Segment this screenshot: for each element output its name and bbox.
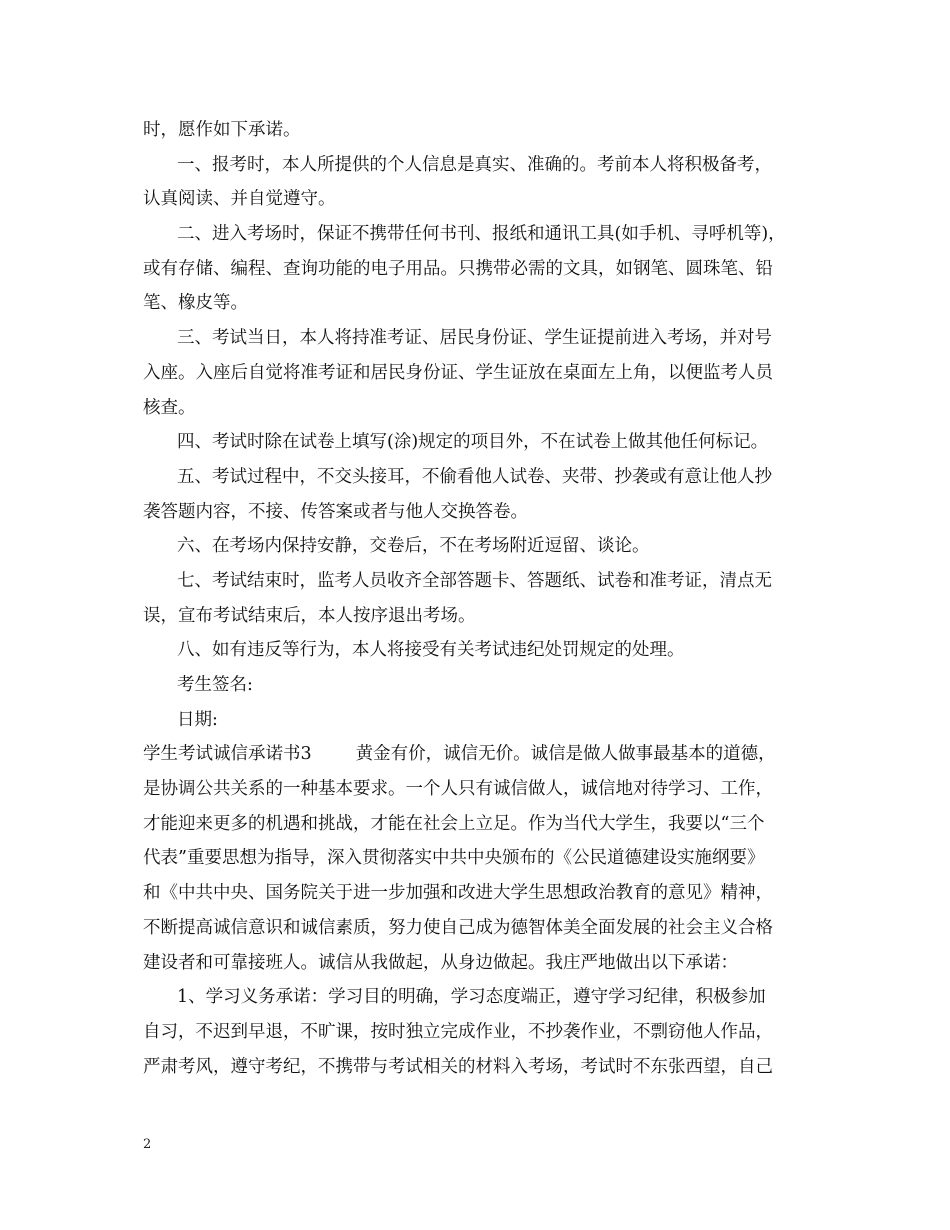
text-line: 四、考试时除在试卷上填写(涂)规定的项目外，不在试卷上做其他任何标记。 [177,432,769,453]
text-line: 六、在考场内保持安静，交卷后，不在考场附近逗留、谈论。 [177,536,650,557]
text-line: 1、学习义务承诺：学习目的明确，学习态度端正，遵守学习纪律，积极参加 [177,987,766,1008]
section-heading: 学生考试诚信承诺书3 [143,744,312,765]
text-line: 七、考试结束时，监考人员收齐全部答题卡、答题纸、试卷和准考证，清点无 [177,570,772,591]
text-line: 核查。 [143,397,196,418]
text-line: 不断提高诚信意识和诚信素质，努力使自己成为德智体美全面发展的社会主义合格 [143,917,773,938]
text-line: 入座。入座后自觉将准考证和居民身份证、学生证放在桌面左上角，以便监考人员 [143,362,773,383]
text-line: 严肃考风，遵守考纪，不携带与考试相关的材料入考场，考试时不东张西望，自己 [143,1056,773,1077]
text-line: 袭答题内容，不接、传答案或者与他人交换答卷。 [143,501,528,522]
text-line: 时，愿作如下承诺。 [143,120,301,140]
text-line: 或有存储、编程、查询功能的电子用品。只携带必需的文具，如钢笔、圆珠笔、铅 [143,258,773,279]
text-line: 一、报考时，本人所提供的个人信息是真实、准确的。考前本人将积极备考， [177,154,772,175]
section-lead-text: 黄金有价，诚信无价。诚信是做人做事最基本的道德， [355,744,776,765]
text-line: 笔、橡皮等。 [143,293,248,314]
page-number: 2 [143,1137,152,1152]
signature-label: 考生签名: [177,675,253,695]
text-line: 八、如有违反等行为，本人将接受有关考试违纪处罚规定的处理。 [177,640,685,661]
text-line: 建设者和可靠接班人。诚信从我做起，从身边做起。我庄严地做出以下承诺： [143,952,738,973]
text-line: 自习，不迟到早退，不旷课，按时独立完成作业，不抄袭作业，不剽窃他人作品， [143,1021,773,1042]
text-line: 才能迎来更多的机遇和挑战，才能在社会上立足。作为当代大学生，我要以“三个 [143,813,765,834]
text-line: 误，宣布考试结束后，本人按序退出考场。 [143,605,476,626]
text-line: 二、进入考场时，保证不携带任何书刊、报纸和通讯工具(如手机、寻呼机等)， [177,224,786,245]
text-line: 和《中共中央、国务院关于进一步加强和改进大学生思想政治教育的意见》精神， [143,883,773,904]
text-line: 三、考试当日，本人将持准考证、居民身份证、学生证提前进入考场，并对号 [177,328,772,349]
text-line: 五、考试过程中，不交头接耳，不偷看他人试卷、夹带、抄袭或有意让他人抄 [177,466,772,487]
date-label: 日期: [177,709,218,730]
text-line: 代表”重要思想为指导，深入贯彻落实中共中央颁布的《公民道德建设实施纲要》 [143,848,765,869]
text-line: 是协调公共关系的一种基本要求。一个人只有诚信做人，诚信地对待学习、工作， [143,779,773,800]
section-heading-line [143,737,813,772]
text-line: 认真阅读、并自觉遵守。 [143,189,336,210]
document-body [143,113,813,1084]
